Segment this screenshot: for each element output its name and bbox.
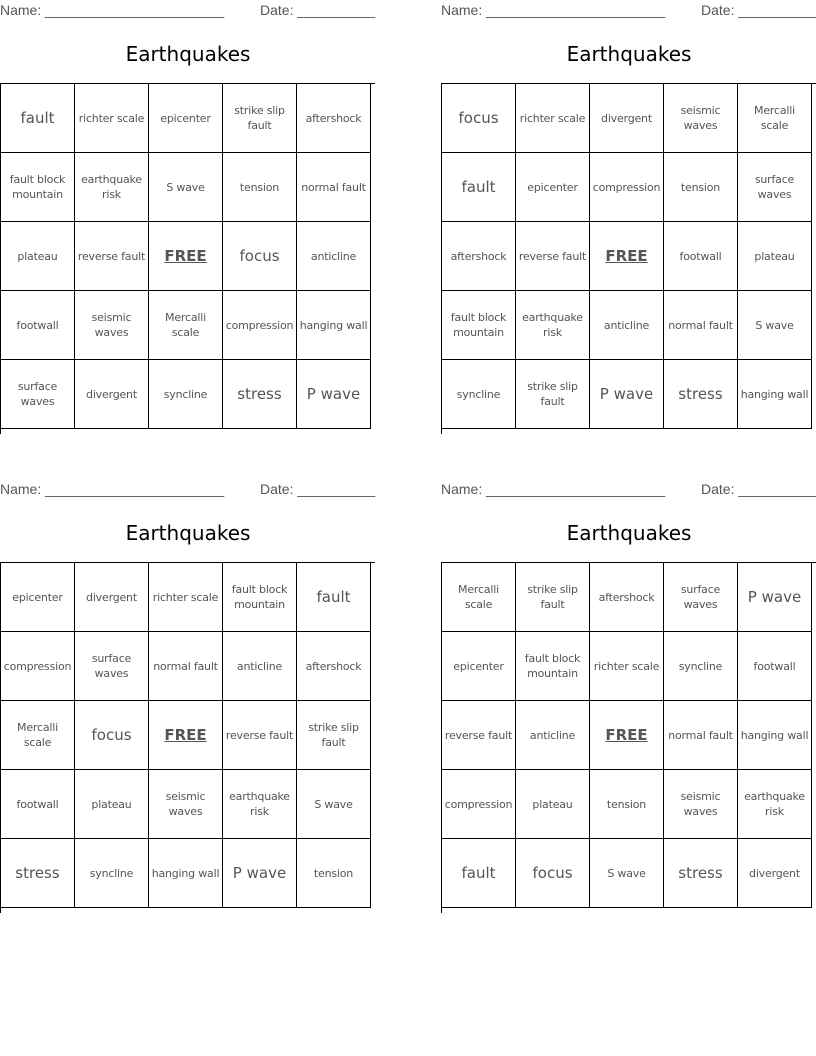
bingo-cell: hanging wall [738,701,812,770]
bingo-cell: richter scale [590,632,664,701]
bingo-cell: fault [442,839,516,908]
bingo-cell: P wave [223,839,297,908]
bingo-cell: earthquake risk [738,770,812,839]
name-date-row [441,2,816,20]
bingo-cell: focus [75,701,149,770]
bingo-cell: Mercalli scale [1,701,75,770]
bingo-cell: footwall [738,632,812,701]
bingo-cell: richter scale [75,84,149,153]
bingo-cell: reverse fault [442,701,516,770]
bingo-cell: P wave [590,360,664,429]
bingo-cell: earthquake risk [223,770,297,839]
bingo-cell: normal fault [664,291,738,360]
bingo-cell: plateau [1,222,75,291]
bingo-cell: divergent [738,839,812,908]
bingo-cell: divergent [75,360,149,429]
bingo-grid [0,83,375,434]
card-title: Earthquakes [125,521,251,545]
bingo-card-1 [0,0,376,440]
name-date-row [441,481,816,499]
bingo-cell: syncline [442,360,516,429]
bingo-cell: seismic waves [664,770,738,839]
bingo-cell: compression [442,770,516,839]
card-title: Earthquakes [566,42,692,66]
bingo-cell: compression [223,291,297,360]
bingo-cell: richter scale [516,84,590,153]
bingo-cell: plateau [738,222,812,291]
bingo-cell: reverse fault [223,701,297,770]
name-label: Name: _______________________ [441,481,666,497]
bingo-cell: tension [664,153,738,222]
bingo-cell: earthquake risk [75,153,149,222]
bingo-card-3 [0,479,376,919]
bingo-cell: fault block mountain [1,153,75,222]
name-label: Name: _______________________ [0,2,225,18]
bingo-cell: Mercalli scale [149,291,223,360]
free-space-cell: FREE [590,222,664,291]
bingo-cell: fault [297,563,371,632]
name-date-row [0,481,376,499]
bingo-cell: focus [223,222,297,291]
bingo-cell: epicenter [149,84,223,153]
bingo-cell: fault block mountain [442,291,516,360]
bingo-cell: footwall [1,291,75,360]
bingo-cell: P wave [738,563,812,632]
card-title: Earthquakes [125,42,251,66]
bingo-cell: syncline [664,632,738,701]
date-label: Date: __________ [701,2,816,18]
bingo-cell: fault block mountain [223,563,297,632]
bingo-cell: normal fault [664,701,738,770]
bingo-cell: epicenter [1,563,75,632]
bingo-cell: aftershock [297,632,371,701]
bingo-cell: hanging wall [738,360,812,429]
bingo-grid [441,562,816,913]
bingo-cell: reverse fault [75,222,149,291]
bingo-cell: fault [1,84,75,153]
bingo-cell: S wave [297,770,371,839]
bingo-card-4 [441,479,816,919]
free-space-cell: FREE [590,701,664,770]
bingo-cell: strike slip fault [297,701,371,770]
bingo-cell: strike slip fault [516,563,590,632]
bingo-cell: epicenter [442,632,516,701]
bingo-cell: P wave [297,360,371,429]
free-space-cell: FREE [149,701,223,770]
bingo-cell: seismic waves [75,291,149,360]
bingo-cell: surface waves [738,153,812,222]
bingo-cell: plateau [516,770,590,839]
bingo-cell: earthquake risk [516,291,590,360]
bingo-cell: normal fault [149,632,223,701]
bingo-cell: fault block mountain [516,632,590,701]
bingo-cell: tension [297,839,371,908]
bingo-cell: anticline [297,222,371,291]
bingo-cell: anticline [516,701,590,770]
bingo-cell: S wave [738,291,812,360]
bingo-cell: focus [516,839,590,908]
date-label: Date: __________ [260,481,376,497]
bingo-cell: Mercalli scale [442,563,516,632]
name-label: Name: _______________________ [441,2,666,18]
bingo-cell: strike slip fault [223,84,297,153]
bingo-cell: epicenter [516,153,590,222]
bingo-cell: aftershock [297,84,371,153]
bingo-cell: Mercalli scale [738,84,812,153]
bingo-cell: S wave [590,839,664,908]
bingo-grid [0,562,375,913]
name-label: Name: _______________________ [0,481,225,497]
bingo-cell: footwall [664,222,738,291]
bingo-cell: strike slip fault [516,360,590,429]
bingo-cell: richter scale [149,563,223,632]
bingo-cell: anticline [223,632,297,701]
bingo-cell: tension [590,770,664,839]
bingo-cell: aftershock [442,222,516,291]
bingo-cell: focus [442,84,516,153]
bingo-cell: tension [223,153,297,222]
bingo-cell: syncline [75,839,149,908]
bingo-cell: compression [590,153,664,222]
bingo-cell: anticline [590,291,664,360]
bingo-cell: stress [223,360,297,429]
date-label: Date: __________ [260,2,376,18]
bingo-grid [441,83,816,434]
bingo-cell: stress [664,360,738,429]
bingo-cell: hanging wall [297,291,371,360]
bingo-cell: divergent [75,563,149,632]
bingo-cell: normal fault [297,153,371,222]
bingo-cell: surface waves [664,563,738,632]
bingo-cell: surface waves [75,632,149,701]
name-date-row [0,2,376,20]
bingo-cell: divergent [590,84,664,153]
bingo-cell: reverse fault [516,222,590,291]
bingo-cell: S wave [149,153,223,222]
bingo-card-2 [441,0,816,440]
bingo-cell: fault [442,153,516,222]
bingo-cell: seismic waves [664,84,738,153]
bingo-cell: hanging wall [149,839,223,908]
bingo-cell: stress [1,839,75,908]
bingo-cell: seismic waves [149,770,223,839]
bingo-cell: footwall [1,770,75,839]
bingo-cell: plateau [75,770,149,839]
bingo-cell: compression [1,632,75,701]
free-space-cell: FREE [149,222,223,291]
bingo-cell: stress [664,839,738,908]
bingo-cell: syncline [149,360,223,429]
bingo-cell: aftershock [590,563,664,632]
bingo-cell: surface waves [1,360,75,429]
date-label: Date: __________ [701,481,816,497]
card-title: Earthquakes [566,521,692,545]
